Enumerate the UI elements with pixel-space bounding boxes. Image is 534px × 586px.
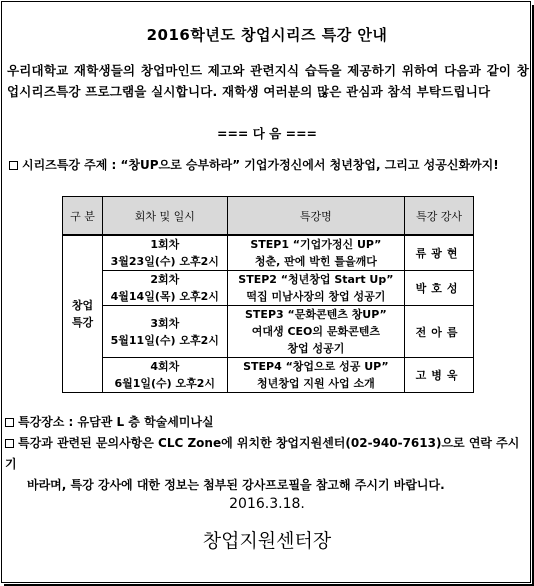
session-datetime: 3월23일(수) 오후2시 (110, 255, 219, 268)
table-header-row (63, 197, 474, 236)
header-title: 특강명 (227, 197, 405, 236)
category-label: 창업 특강 (71, 299, 94, 329)
lecture-title-line2: 청년창업 지원 사업 소개 (256, 377, 375, 390)
lecture-title-line1: STEP3 “문화콘텐츠 창UP” (245, 308, 387, 321)
place-note (5, 412, 527, 433)
category-cell (63, 235, 103, 393)
session-number: 2회차 (150, 273, 180, 286)
session-datetime: 5월11일(수) 오후2시 (110, 333, 219, 347)
contact-text-line1: 특강과 관련된 문의사항은 CLC Zone에 위치한 창업지원센터(02-940-7613)으로 연락 주시기 (5, 436, 520, 471)
lecture-title-cell (227, 306, 405, 358)
header-category: 구 분 (63, 197, 103, 236)
bullet-box-icon (5, 439, 14, 448)
lecture-title-cell (227, 235, 405, 271)
lecture-title-line1: STEP4 “창업으로 성공 UP” (243, 360, 389, 373)
session-cell (102, 358, 227, 393)
session-cell (102, 235, 227, 271)
table-row (63, 306, 474, 358)
lecture-title-cell (227, 358, 405, 393)
section-divider: === 다 음 === (216, 126, 318, 141)
lecture-title-cell (227, 271, 405, 306)
intro-paragraph: 우리대학교 재학생들의 창업마인드 제고와 관련지식 습득을 제공하기 위하여 다음과 같이 창업시리즈특강 프로그램을 실시합니다. 재학생 여러분의 많은 관심과 참석 부탁드립니다 (7, 63, 529, 99)
lecturer-cell: 류광현 (405, 235, 474, 271)
lecture-title-line2: 여대생 CEO의 문화콘텐츠 (251, 325, 380, 338)
session-cell (102, 306, 227, 358)
session-number: 4회차 (150, 360, 180, 373)
table-row (63, 235, 474, 271)
session-number: 3회차 (150, 316, 180, 330)
lecturer-cell: 박호성 (405, 271, 474, 306)
header-lecturer: 특강 강사 (405, 197, 474, 236)
lecture-title-line2: 청춘, 판에 박힌 틀을깨다 (254, 255, 377, 268)
table-row (63, 358, 474, 393)
lecturer-cell: 고병욱 (405, 358, 474, 393)
document-date: 2016.3.18. (229, 496, 305, 512)
series-topic (9, 156, 529, 173)
notes-section (5, 412, 527, 496)
topic-text: 시리즈특강 주제 : “창UP으로 승부하라” 기업가정신에서 청년창업, 그리고 성공신화까지! (22, 158, 499, 172)
issuer-name: 창업지원센터장 (202, 530, 332, 552)
bullet-box-icon (5, 418, 14, 427)
lecture-title-line2: 떡집 미남사장의 창업 성공기 (246, 290, 386, 303)
bullet-box-icon (9, 161, 18, 170)
document-title: 2016학년도 창업시리즈 특강 안내 (146, 26, 388, 44)
header-session: 회차 및 일시 (102, 197, 227, 236)
session-datetime: 4월14일(목) 오후2시 (110, 290, 219, 303)
session-cell (102, 271, 227, 306)
session-number: 1회차 (150, 238, 180, 251)
schedule-table (62, 196, 474, 393)
lecture-title-line1: STEP1 “기업가정신 UP” (250, 238, 382, 251)
place-text: 특강장소 : 유담관 L 층 학술세미나실 (18, 415, 214, 429)
lecture-title-line1: STEP2 “청년창업 Start Up” (238, 273, 394, 286)
contact-note (5, 433, 527, 475)
lecture-title-line3: 창업 성공기 (287, 342, 345, 355)
contact-note-continued: 바라며, 특강 강사에 대한 정보는 첨부된 강사프로필을 참고해 주시기 바랍니다. (27, 478, 445, 492)
table-row (63, 271, 474, 306)
session-datetime: 6월1일(수) 오후2시 (114, 377, 216, 390)
lecturer-cell: 전아름 (405, 306, 474, 358)
